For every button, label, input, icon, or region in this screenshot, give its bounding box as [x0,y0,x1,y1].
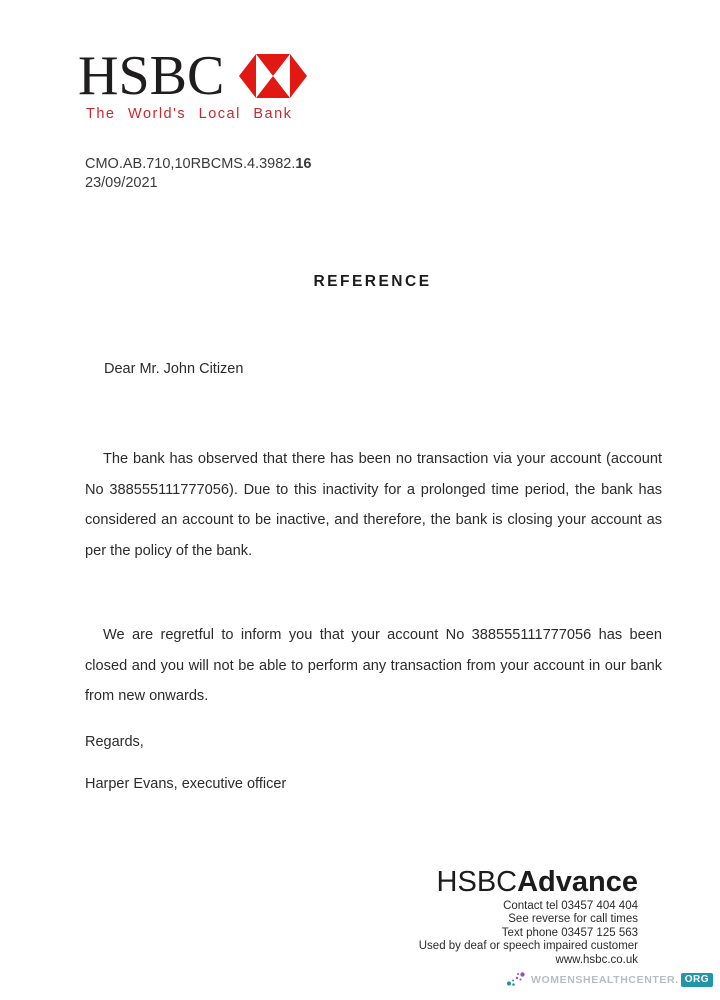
hsbc-wordmark: HSBC [78,45,225,107]
body-paragraph-2: We are regretful to inform you that your account No 388555111777056 has been closed and you will not be able to perform any transaction from your account in our bank from new onwards. [85,627,662,704]
reference-code: CMO.AB.710,10RBCMS.4.3982. [85,156,296,172]
footer-deaf-customer: Used by deaf or speech impaired customer [418,940,638,953]
hsbc-tagline: The World's Local Bank [86,106,293,122]
body-paragraph-1: The bank has observed that there has been no transaction via your account (account No 388555111777056). Due to this inactivity for a prolonged time period, the bank has considered an account to be inactive, and therefore, the bank is closing your account as per the policy of the bank. [85,451,662,559]
footer-call-times: See reverse for call times [508,913,638,926]
footer-brand-hsbc: HSBC [436,866,518,898]
letter-date: 23/09/2021 [85,175,158,191]
footer-website: www.hsbc.co.uk [555,953,638,966]
letter-heading: REFERENCE [313,273,432,290]
footer-contact-lines [419,900,638,967]
signature: Harper Evans, executive officer [85,776,287,792]
reference-block [85,155,312,193]
footer-brand-advance: Advance [517,866,638,898]
reference-code-line [85,155,312,174]
site-watermark [506,971,713,989]
hsbc-logo [78,45,307,107]
dotted-swirl-icon [506,971,528,989]
footer-text-phone: Text phone 03457 125 563 [501,926,638,939]
watermark-site-name: WOMENSHEALTHCENTER. [531,974,679,986]
footer-brand [419,866,638,898]
salutation: Dear Mr. John Citizen [104,361,244,377]
reference-code-suffix: 16 [295,156,312,172]
closing: Regards, [85,734,144,750]
footer [419,866,638,967]
hsbc-hexagon-icon [239,54,307,98]
watermark-tld-badge: ORG [681,973,713,987]
footer-contact-tel: Contact tel 03457 404 404 [503,900,638,912]
